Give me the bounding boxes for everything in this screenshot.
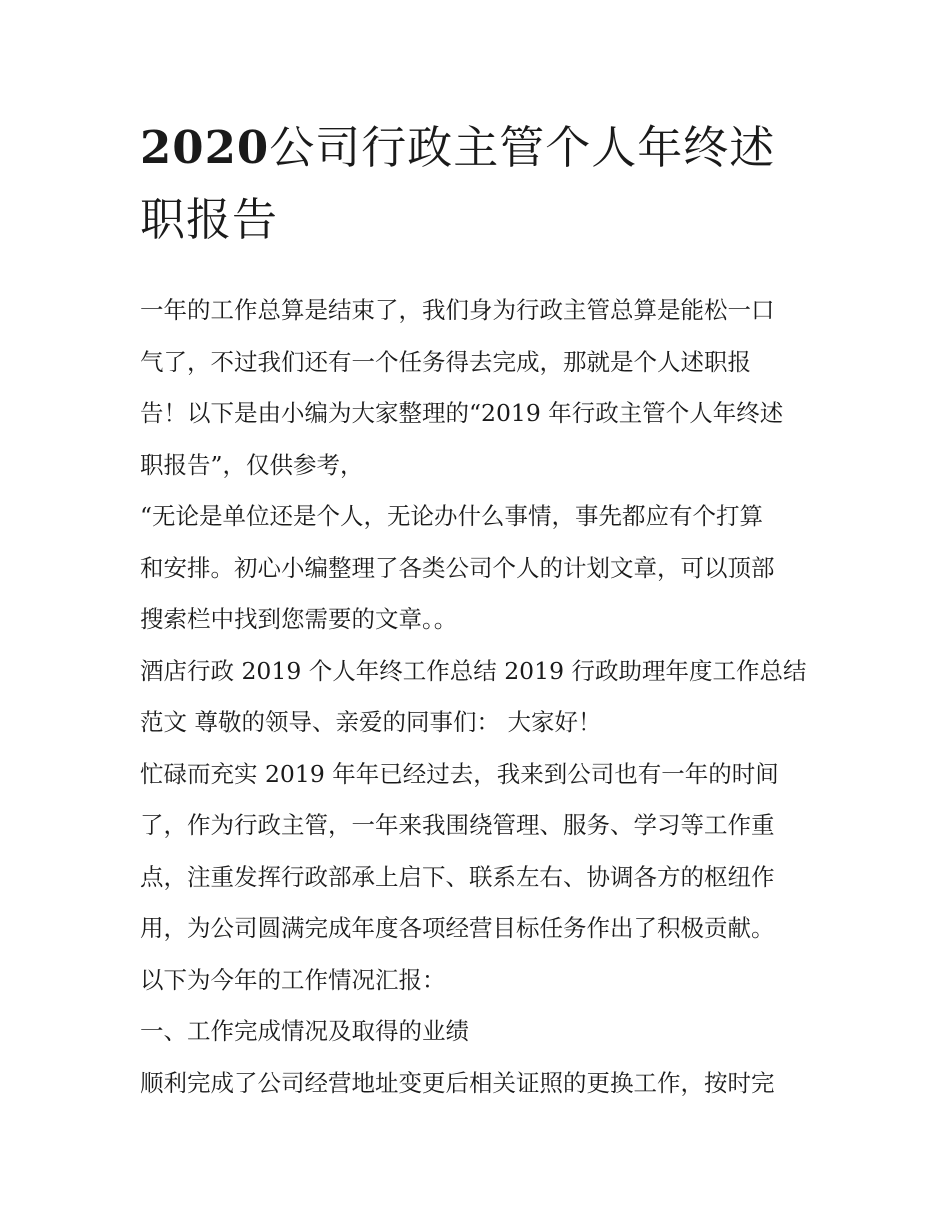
text-line: 范文 尊敬的领导、亲爱的同事们： 大家好！ <box>140 708 602 736</box>
section-heading <box>140 1006 820 1058</box>
text-line: 一、工作完成情况及取得的业绩 <box>140 1017 469 1045</box>
document-page <box>140 112 820 1109</box>
text-line: 顺利完成了公司经营地址变更后相关证照的更换工作，按时完 <box>140 1068 775 1097</box>
text-line: 一年的工作总算是结束了，我们身为行政主管总算是能松一口 <box>140 296 775 324</box>
text-line: 职报告”，仅供参考， <box>140 450 364 479</box>
document-body <box>140 285 820 1109</box>
text-line: 搜索栏中找到您需要的文章。。 <box>140 605 458 633</box>
text-line: “无论是单位还是个人，无论办什么事情，事先都应有个打算 <box>140 502 764 530</box>
summary-paragraph <box>140 749 820 1007</box>
section-paragraph <box>140 1058 820 1110</box>
title-year: 2020 <box>140 121 270 174</box>
document-title <box>140 112 820 256</box>
text-line: 告！以下是由小编为大家整理的“2019 年行政主管个人年终述 <box>140 399 784 427</box>
intro-paragraph <box>140 285 820 491</box>
text-line: 以下为今年的工作情况汇报： <box>140 965 446 994</box>
greeting-paragraph <box>140 646 820 749</box>
text-line: 忙碌而充实 2019 年年已经过去，我来到公司也有一年的时间 <box>140 759 779 788</box>
text-line: 用，为公司圆满完成年度各项经营目标任务作出了积极贡献。 <box>140 914 775 942</box>
note-paragraph <box>140 491 820 646</box>
title-line-2: 职报告 <box>140 193 279 246</box>
title-line-1 <box>140 112 820 184</box>
title-text: 公司行政主管个人年终述 <box>269 121 776 174</box>
text-line: 和安排。初心小编整理了各类公司个人的计划文章，可以顶部 <box>140 553 775 582</box>
text-line: 点，注重发挥行政部承上启下、联系左右、协调各方的枢纽作 <box>140 862 775 891</box>
text-line: 酒店行政 2019 个人年终工作总结 2019 行政助理年度工作总结 <box>140 656 807 685</box>
text-line: 气了，不过我们还有一个任务得去完成，那就是个人述职报 <box>140 347 751 376</box>
text-line: 了，作为行政主管，一年来我围绕管理、服务、学习等工作重 <box>140 811 775 839</box>
